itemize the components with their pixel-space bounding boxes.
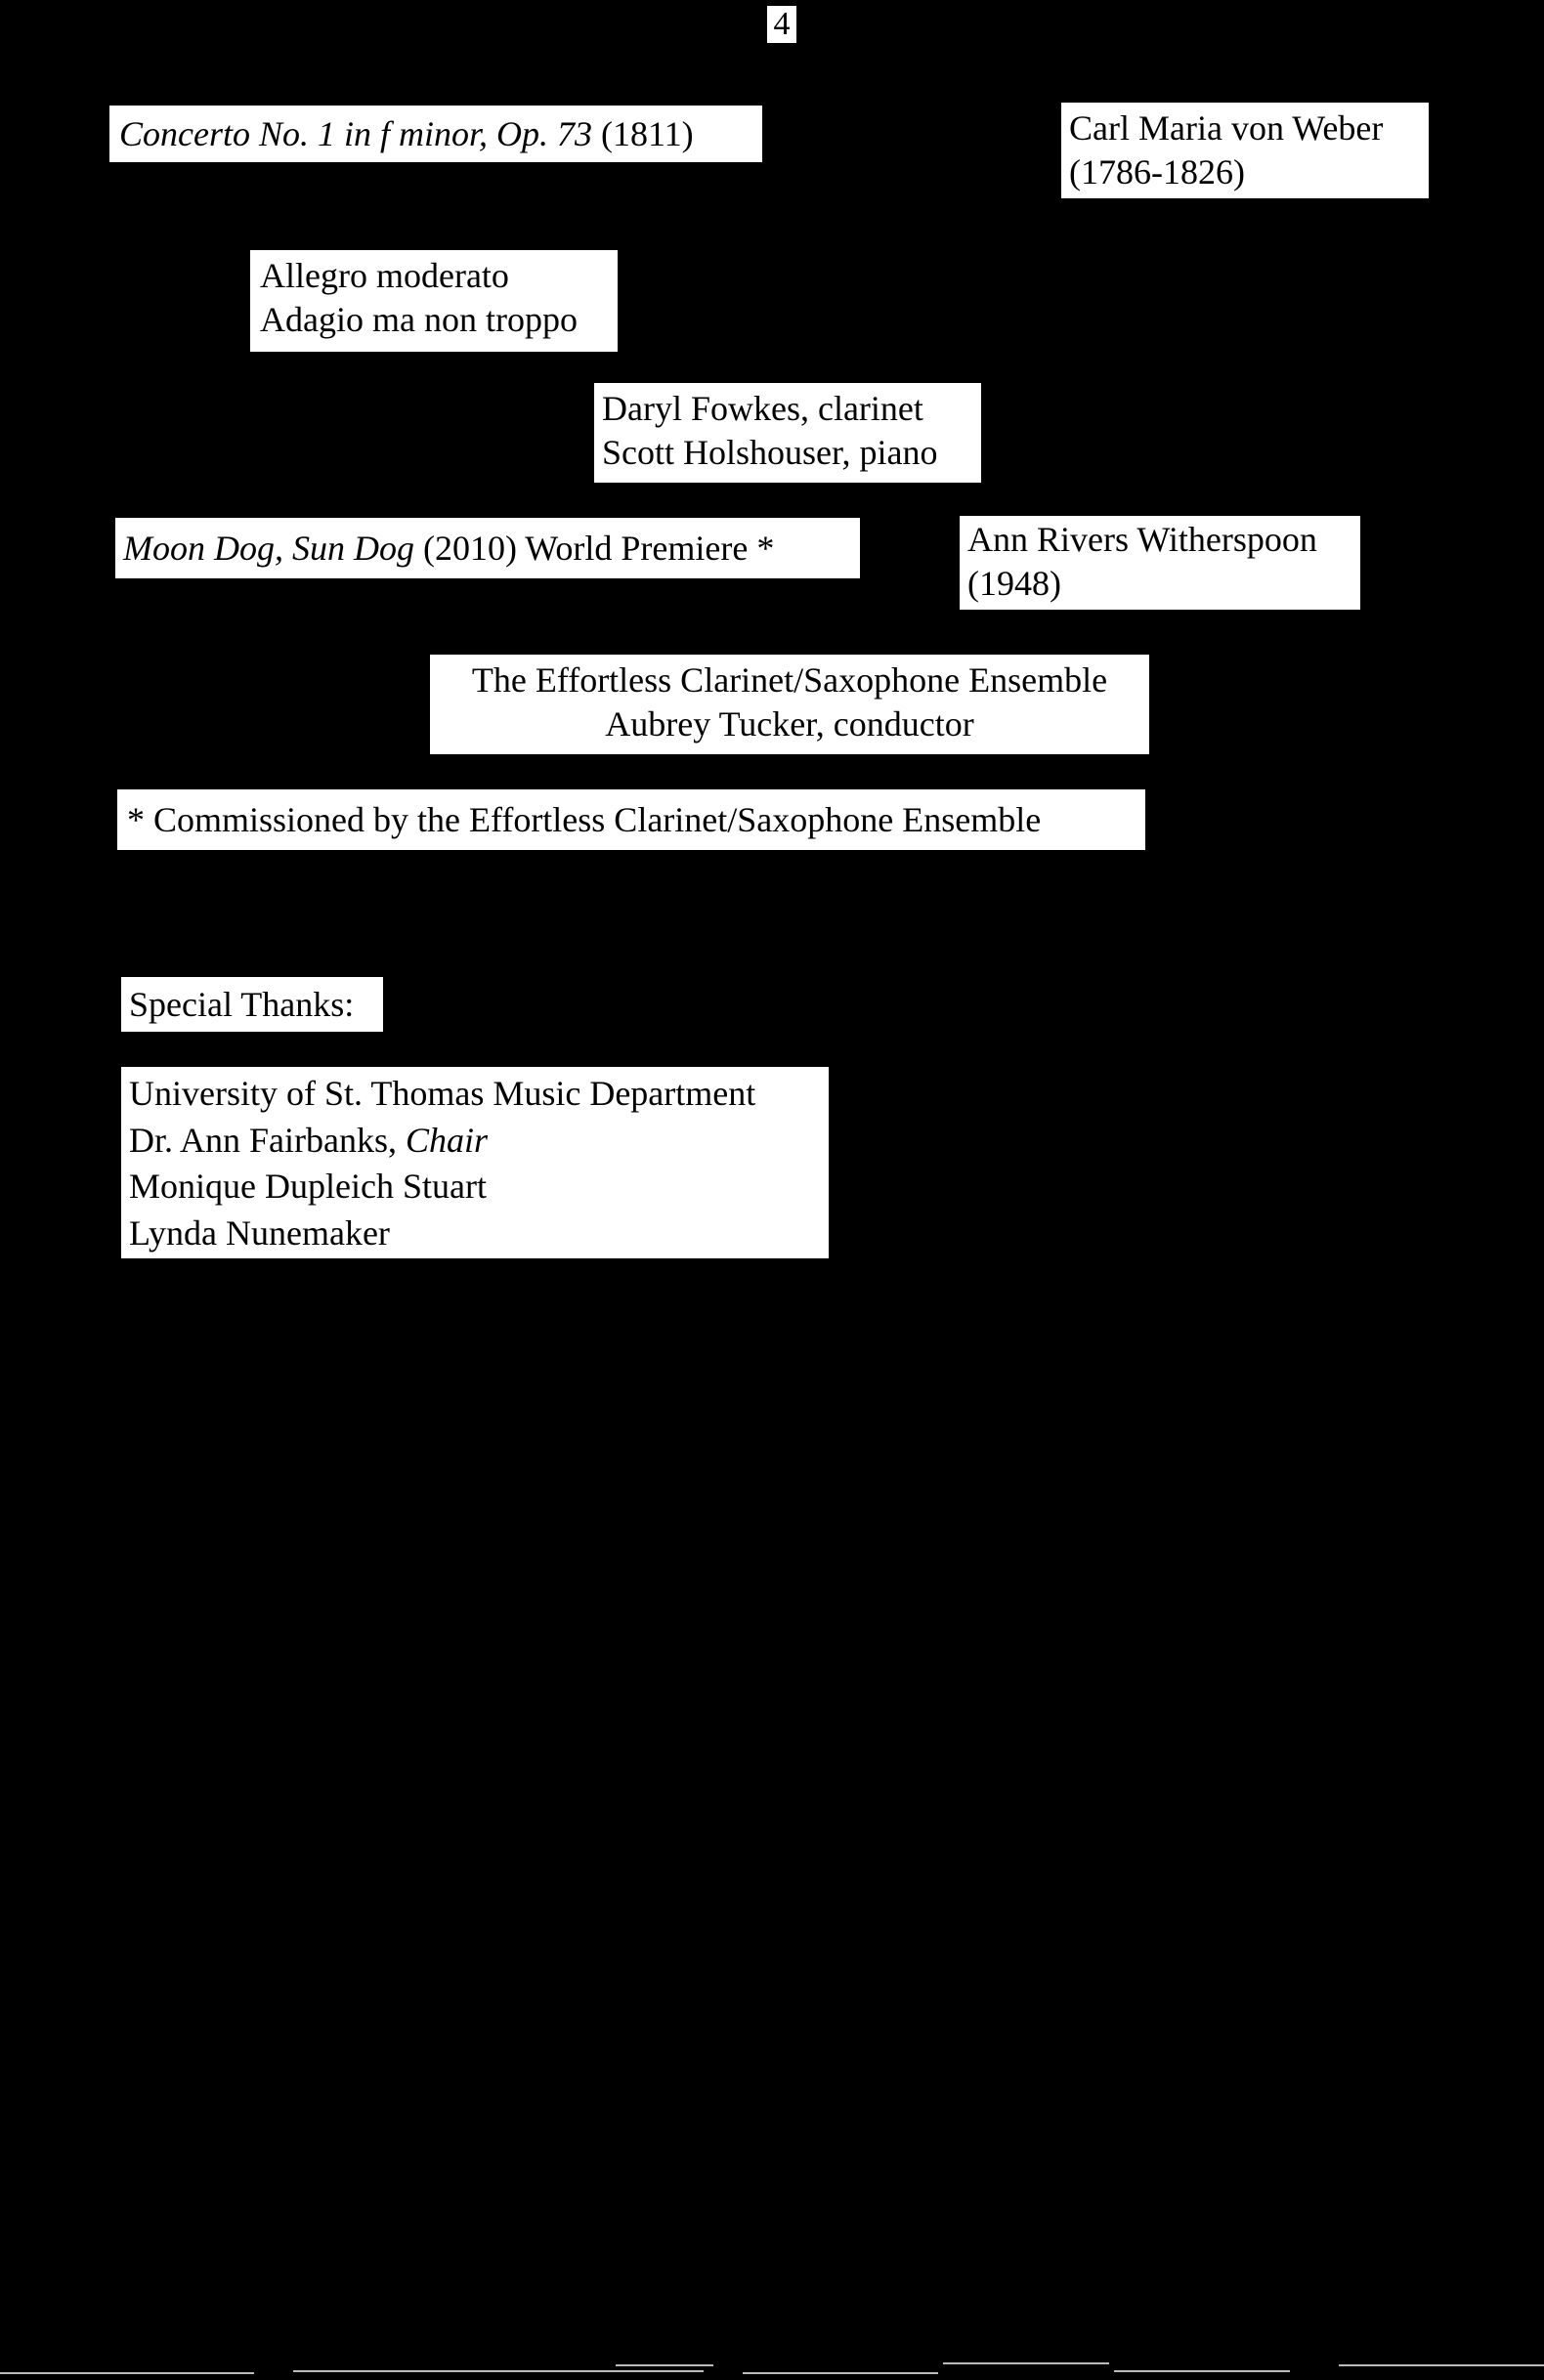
piece1-composer: Carl Maria von Weber <box>1069 108 1384 148</box>
performer-item: Daryl Fowkes, clarinet <box>602 389 923 428</box>
piece2-title-text: Moon Dog, Sun Dog <box>123 529 414 568</box>
thanks-list <box>121 1067 829 1258</box>
piece1-title <box>109 106 762 162</box>
performer-item: Scott Holshouser, piano <box>602 433 938 472</box>
scan-line <box>1339 2364 1544 2366</box>
movement-item: Allegro moderato <box>260 256 509 295</box>
page-number: 4 <box>767 6 796 43</box>
thanks-item-name: Dr. Ann Fairbanks, <box>129 1120 406 1160</box>
piece2-composer: Ann Rivers Witherspoon <box>967 520 1317 559</box>
scan-line <box>616 2364 713 2366</box>
performer-item: The Effortless Clarinet/Saxophone Ensemble <box>471 660 1108 700</box>
thanks-item-role: Chair <box>406 1120 489 1160</box>
thanks-item <box>129 1118 821 1165</box>
scan-line <box>1114 2370 1290 2372</box>
scan-line <box>943 2362 1109 2364</box>
performer-item: Aubrey Tucker, conductor <box>605 704 974 744</box>
thanks-item: Monique Dupleich Stuart <box>129 1167 487 1207</box>
piece1-composer-dates: (1786-1826) <box>1069 152 1245 191</box>
piece1-title-text: Concerto No. 1 in f minor, Op. 73 <box>119 114 593 153</box>
thanks-heading: Special Thanks: <box>121 977 383 1032</box>
scan-artifact-lines <box>0 2360 1544 2380</box>
piece2-composer-dates: (1948) <box>967 564 1061 603</box>
piece1-movements <box>250 250 618 352</box>
thanks-item: Lynda Nunemaker <box>129 1212 390 1253</box>
scan-line <box>0 2372 254 2374</box>
piece2-title <box>115 518 860 578</box>
piece2-year-note: (2010) World Premiere * <box>422 529 775 568</box>
footnote: * Commissioned by the Effortless Clarinet/Saxophone Ensemble <box>117 789 1145 850</box>
piece2-performers <box>430 655 1149 754</box>
piece1-year: (1811) <box>601 114 694 153</box>
piece1-performers <box>594 383 981 483</box>
movement-item: Adagio ma non troppo <box>260 300 578 339</box>
piece2-composer-block <box>960 516 1360 610</box>
piece1-composer-block <box>1061 103 1429 198</box>
scan-line <box>743 2372 938 2374</box>
thanks-item: University of St. Thomas Music Department <box>129 1074 756 1113</box>
scan-line <box>293 2370 704 2372</box>
